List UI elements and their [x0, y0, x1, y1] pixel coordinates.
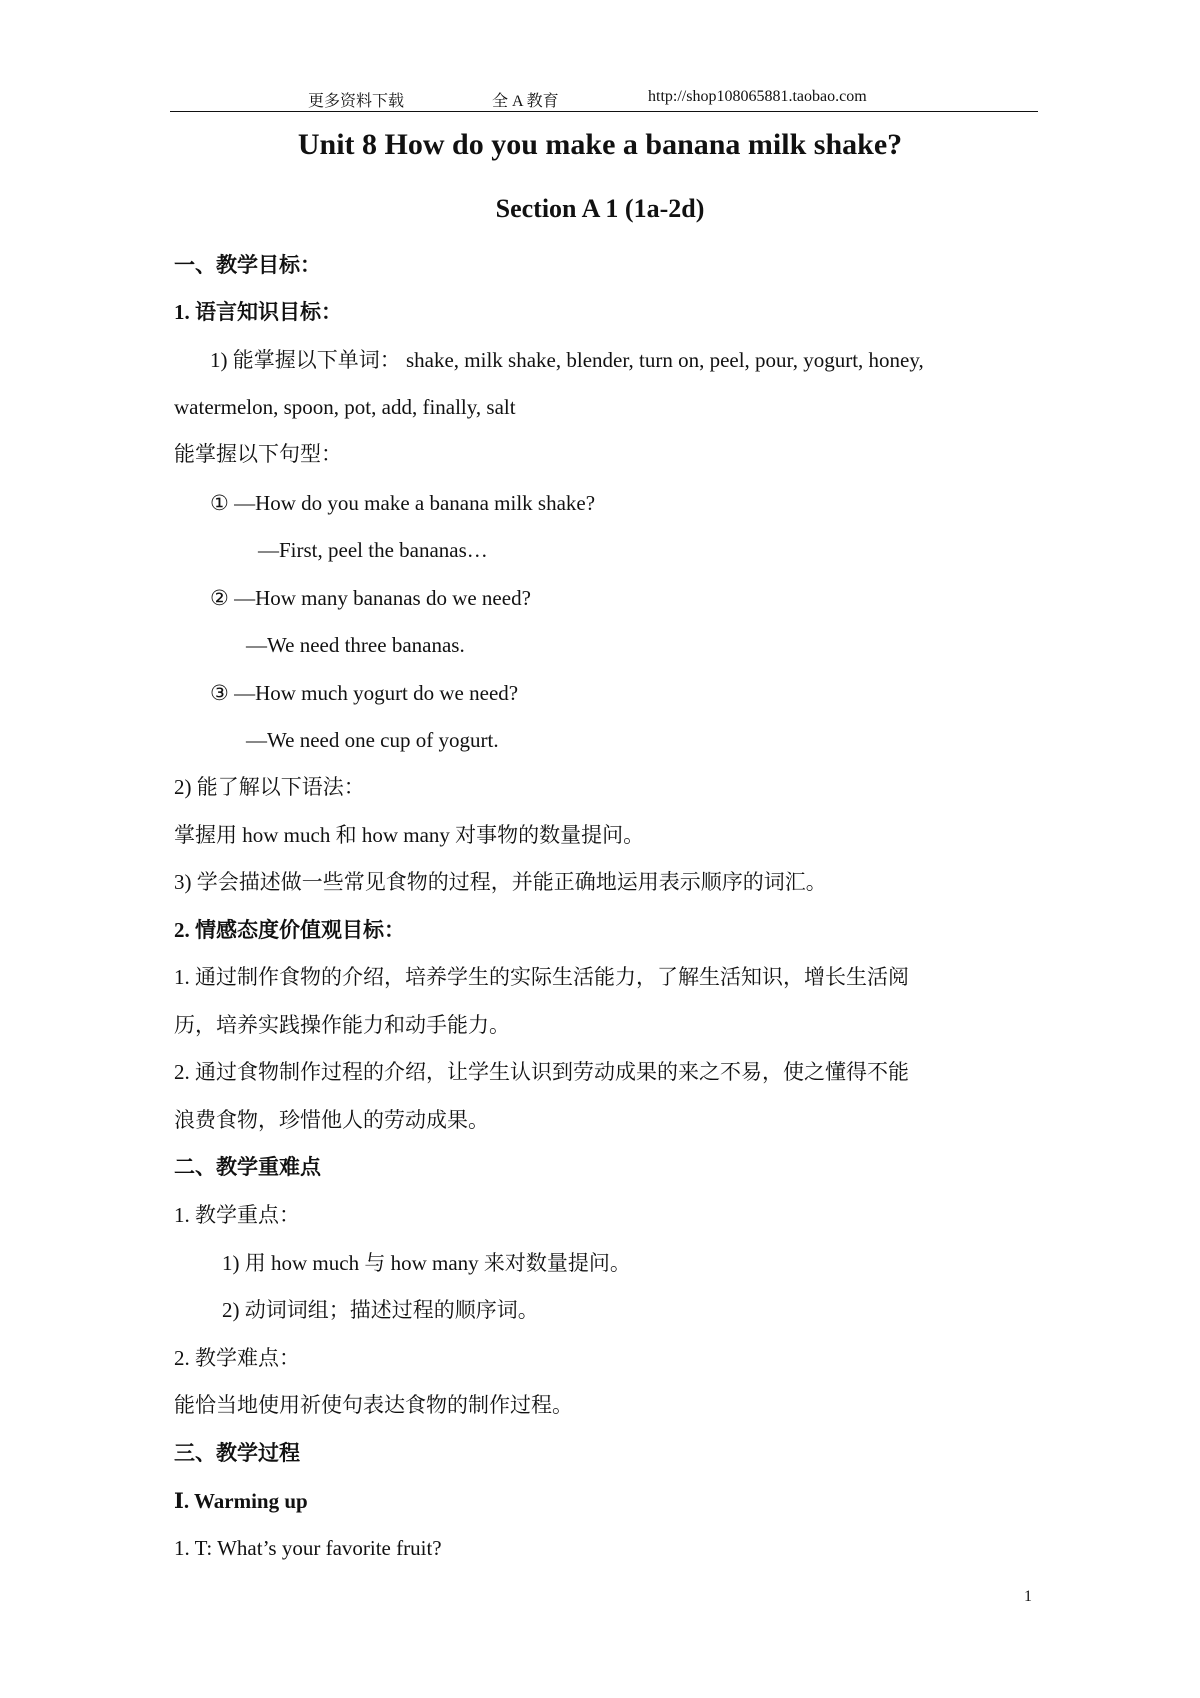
- heading-teaching-objectives: 一、教学目标：: [174, 253, 321, 277]
- pattern-3-question: ③ —How much yogurt do we need?: [210, 681, 519, 705]
- header-brand-text: 全 A 教育: [492, 93, 559, 110]
- emotional-objective-1-line-2: 历，培养实践操作能力和动手能力。: [174, 1013, 510, 1037]
- subheading-emotional-objectives: 2. 情感态度价值观目标：: [174, 918, 405, 942]
- header-download-text: 更多资料下载: [308, 93, 405, 110]
- header-url-link[interactable]: http://shop108065881.taobao.com: [648, 88, 867, 105]
- key-point-2: 2) 动词词组；描述过程的顺序词。: [222, 1298, 539, 1322]
- page-header: [170, 84, 1038, 110]
- key-point-1: 1) 用 how much 与 how many 来对数量提问。: [222, 1251, 631, 1275]
- page-number: 1: [1024, 1588, 1032, 1605]
- heading-teaching-process: 三、教学过程: [174, 1441, 300, 1465]
- document-title: Unit 8 How do you make a banana milk shake?: [297, 128, 903, 161]
- emotional-objective-2-line-2: 浪费食物，珍惜他人的劳动成果。: [174, 1108, 489, 1132]
- process-description: 3) 学会描述做一些常见食物的过程，并能正确地运用表示顺序的词汇。: [174, 870, 827, 894]
- pattern-1-question: ① —How do you make a banana milk shake?: [210, 491, 596, 515]
- difficult-points-label: 2. 教学难点：: [174, 1346, 300, 1370]
- vocab-line-1: 1) 能掌握以下单词： shake, milk shake, blender, turn on, peel, pour, yogurt, honey,: [210, 348, 924, 372]
- emotional-objective-1-line-1: 1. 通过制作食物的介绍，培养学生的实际生活能力，了解生活知识，增长生活阅: [174, 965, 909, 989]
- pattern-1-answer: —First, peel the bananas…: [258, 538, 488, 562]
- grammar-description: 掌握用 how much 和 how many 对事物的数量提问。: [174, 823, 645, 847]
- warming-up-heading: Ⅰ. Warming up: [174, 1489, 308, 1513]
- pattern-2-question: ② —How many bananas do we need?: [210, 586, 531, 610]
- header-divider: [170, 111, 1038, 112]
- vocab-line-2: watermelon, spoon, pot, add, finally, salt: [174, 395, 516, 419]
- sentence-patterns-label: 能掌握以下句型：: [174, 442, 342, 466]
- pattern-3-answer: —We need one cup of yogurt.: [246, 728, 499, 752]
- emotional-objective-2-line-1: 2. 通过食物制作过程的介绍，让学生认识到劳动成果的来之不易，使之懂得不能: [174, 1060, 909, 1084]
- pattern-2-answer: —We need three bananas.: [246, 633, 465, 657]
- difficult-point-1: 能恰当地使用祈使句表达食物的制作过程。: [174, 1393, 573, 1417]
- warming-up-question-1: 1. T: What’s your favorite fruit?: [174, 1536, 442, 1560]
- key-points-label: 1. 教学重点：: [174, 1203, 300, 1227]
- section-subtitle: Section A 1 (1a-2d): [495, 194, 705, 223]
- subheading-language-objectives: 1. 语言知识目标：: [174, 300, 342, 324]
- grammar-label: 2) 能了解以下语法：: [174, 775, 365, 799]
- heading-key-difficult-points: 二、教学重难点: [174, 1155, 321, 1179]
